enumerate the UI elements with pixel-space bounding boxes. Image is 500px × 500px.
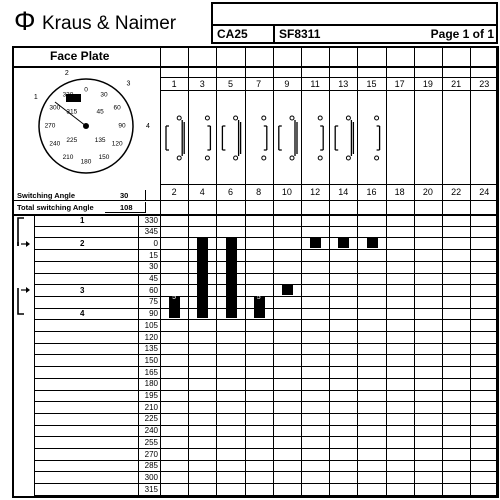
terminal-dot <box>262 156 266 160</box>
row-line <box>34 354 160 355</box>
terminal-number-bottom: 4 <box>199 187 205 197</box>
terminal-number-bottom: 20 <box>422 187 433 197</box>
row-line <box>34 448 160 449</box>
row-line <box>34 226 160 227</box>
angle-label: 135 <box>144 344 158 354</box>
row-line <box>34 483 160 484</box>
terminal-number-bottom: 6 <box>227 187 233 197</box>
terminal-number-top: 23 <box>479 79 490 89</box>
dial-angle-label: 60 <box>113 104 121 112</box>
terminal-number-top: 5 <box>227 79 233 89</box>
angle-label: 75 <box>149 297 158 307</box>
row-line <box>160 226 498 227</box>
terminal-dot <box>234 156 238 160</box>
face-plate-dial <box>20 66 160 192</box>
row-line <box>34 284 160 285</box>
separator-line <box>34 214 35 498</box>
dial-angle-label: 30 <box>100 91 108 99</box>
separator-line <box>12 66 498 68</box>
angle-label: 165 <box>144 367 158 377</box>
dial-inner-label: 45 <box>96 108 104 116</box>
row-line <box>160 261 498 262</box>
contact-closed-block <box>338 238 349 248</box>
angle-label: 345 <box>144 227 158 237</box>
terminal-dot <box>318 156 322 160</box>
row-line <box>34 249 160 250</box>
row-line <box>160 319 498 320</box>
row-line <box>34 237 160 238</box>
dial-position-label: 4 <box>146 122 150 130</box>
dial-angle-label: 210 <box>62 153 74 161</box>
dial-angle-label: 330 <box>62 91 74 99</box>
row-line <box>160 401 498 402</box>
angle-label: 15 <box>149 250 158 260</box>
terminal-number-bottom: 12 <box>310 187 321 197</box>
separator-line <box>498 46 499 498</box>
terminal-dot <box>375 156 379 160</box>
type-code: CA25 <box>217 27 248 41</box>
terminal-dot <box>346 116 350 120</box>
terminal-number-top: 11 <box>310 79 320 89</box>
terminal-dot <box>290 116 294 120</box>
terminal-number-top: 9 <box>284 79 290 89</box>
angle-label: 255 <box>144 437 158 447</box>
row-line <box>160 249 498 250</box>
angle-label: 90 <box>149 309 158 319</box>
terminal-dot <box>290 156 294 160</box>
contact-symbol <box>166 120 210 156</box>
position-label: 1 <box>80 215 85 225</box>
angle-label: 240 <box>144 426 158 436</box>
row-line <box>34 436 160 437</box>
row-line <box>34 378 160 379</box>
terminal-dot <box>346 156 350 160</box>
row-line <box>160 483 498 484</box>
terminal-number-bottom: 2 <box>171 187 177 197</box>
row-line <box>160 343 498 344</box>
contact-symbol <box>335 120 379 156</box>
terminal-dot <box>177 116 181 120</box>
switching-angle-label: Switching Angle <box>17 191 76 200</box>
angle-label: 210 <box>144 402 158 412</box>
dial-angle-label: 120 <box>111 140 123 148</box>
terminal-number-top: 19 <box>422 79 433 89</box>
contact-symbols <box>160 100 498 180</box>
position-label: 4 <box>80 309 85 319</box>
row-line <box>34 460 160 461</box>
dial-angle-label: 300 <box>49 104 61 112</box>
terminal-number-bottom: 24 <box>479 187 490 197</box>
row-line <box>160 354 498 355</box>
row-line <box>160 296 498 297</box>
row-line <box>160 413 498 414</box>
terminal-dot <box>375 116 379 120</box>
row-line <box>160 436 498 437</box>
row-line <box>34 471 160 472</box>
total-angle-value: 108 <box>120 203 133 212</box>
dial-angle-label: 180 <box>80 158 92 166</box>
row-line <box>34 296 160 297</box>
angle-label: 150 <box>144 355 158 365</box>
dial-position-label: 1 <box>33 93 38 101</box>
angle-label: 330 <box>144 215 158 225</box>
dial-angle-label: 0 <box>84 86 88 94</box>
contact-closed-block <box>367 238 378 248</box>
angle-label: 300 <box>144 472 158 482</box>
row-line <box>160 284 498 285</box>
terminal-number-top: 15 <box>366 79 377 89</box>
contact-closed-block <box>197 238 208 318</box>
terminal-number-bottom: 14 <box>338 187 349 197</box>
drawing-number: SF8311 <box>279 27 321 41</box>
row-line <box>160 308 498 309</box>
separator-line <box>12 200 498 201</box>
terminal-number-bottom: 16 <box>366 187 377 197</box>
row-line <box>160 390 498 391</box>
page-label: Page 1 of 1 <box>430 27 494 41</box>
contact-note: 5 <box>172 293 176 301</box>
contact-symbol <box>222 120 266 156</box>
angle-label: 120 <box>144 332 158 342</box>
row-line <box>34 425 160 426</box>
terminal-number-top: 3 <box>199 79 205 89</box>
terminal-dot <box>234 116 238 120</box>
position-brackets <box>14 216 34 316</box>
dial-position-label: 3 <box>126 80 131 88</box>
total-angle-label: Total switching Angle <box>17 203 94 212</box>
dial-angle-label: 240 <box>49 140 61 148</box>
row-line <box>160 460 498 461</box>
row-line <box>34 308 160 309</box>
terminal-number-bottom: 22 <box>451 187 462 197</box>
contact-closed-block <box>310 238 321 248</box>
angle-label: 225 <box>144 414 158 424</box>
position-label: 3 <box>80 285 85 295</box>
terminal-number-bottom: 10 <box>281 187 292 197</box>
terminal-number-top: 17 <box>394 79 405 89</box>
dial-inner-label: 135 <box>94 136 106 144</box>
terminal-number-top: 21 <box>451 79 462 89</box>
terminal-number-top: 7 <box>256 79 262 89</box>
row-line <box>160 495 498 496</box>
contact-closed-block <box>226 238 237 318</box>
separator-line <box>12 214 498 216</box>
row-line <box>160 366 498 367</box>
row-line <box>34 495 160 496</box>
terminal-number-top: 13 <box>338 79 349 89</box>
face-plate-title: Face Plate <box>50 49 110 63</box>
dial-angle-label: 90 <box>118 122 126 130</box>
contact-note: 5 <box>256 293 261 301</box>
row-line <box>34 390 160 391</box>
row-line <box>34 366 160 367</box>
terminal-dot <box>205 116 209 120</box>
dial-inner-label: 315 <box>66 108 78 116</box>
row-line <box>34 261 160 262</box>
angle-label: 315 <box>144 484 158 494</box>
terminal-dot <box>318 116 322 120</box>
row-line <box>34 343 160 344</box>
contact-closed-block <box>282 285 293 295</box>
logo-symbol: Φ <box>14 6 36 36</box>
position-label: 2 <box>80 238 85 248</box>
row-line <box>34 413 160 414</box>
row-line <box>34 331 160 332</box>
dial-position-label: 2 <box>64 70 69 78</box>
terminal-dot <box>262 116 266 120</box>
angle-label: 285 <box>144 461 158 471</box>
terminal-number-bottom: 8 <box>256 187 262 197</box>
switching-angle-value: 30 <box>120 191 129 200</box>
angle-label: 105 <box>144 320 158 330</box>
angle-label: 195 <box>144 391 158 400</box>
dial-angle-label: 150 <box>98 153 110 161</box>
terminal-number-top: 1 <box>171 79 177 89</box>
row-line <box>160 273 498 274</box>
row-line <box>34 273 160 274</box>
row-line <box>160 471 498 472</box>
row-line <box>34 319 160 320</box>
terminal-number-bottom: 18 <box>394 187 405 197</box>
row-line <box>160 331 498 332</box>
angle-label: 60 <box>149 285 158 295</box>
row-line <box>160 425 498 426</box>
row-line <box>160 237 498 238</box>
angle-label: 180 <box>144 379 158 389</box>
contact-symbol <box>279 120 323 156</box>
angle-label: 45 <box>149 274 158 283</box>
angle-label: 270 <box>144 449 158 459</box>
angle-label: 30 <box>149 262 158 272</box>
angle-label: 0 <box>153 238 158 248</box>
terminal-dot <box>177 156 181 160</box>
separator-line <box>138 214 139 498</box>
dial-angle-label: 270 <box>44 122 56 130</box>
company-name: Kraus & Naimer <box>42 13 177 34</box>
row-line <box>34 401 160 402</box>
row-line <box>160 378 498 379</box>
terminal-dot <box>205 156 209 160</box>
dial-inner-label: 225 <box>66 136 78 144</box>
row-line <box>160 448 498 449</box>
